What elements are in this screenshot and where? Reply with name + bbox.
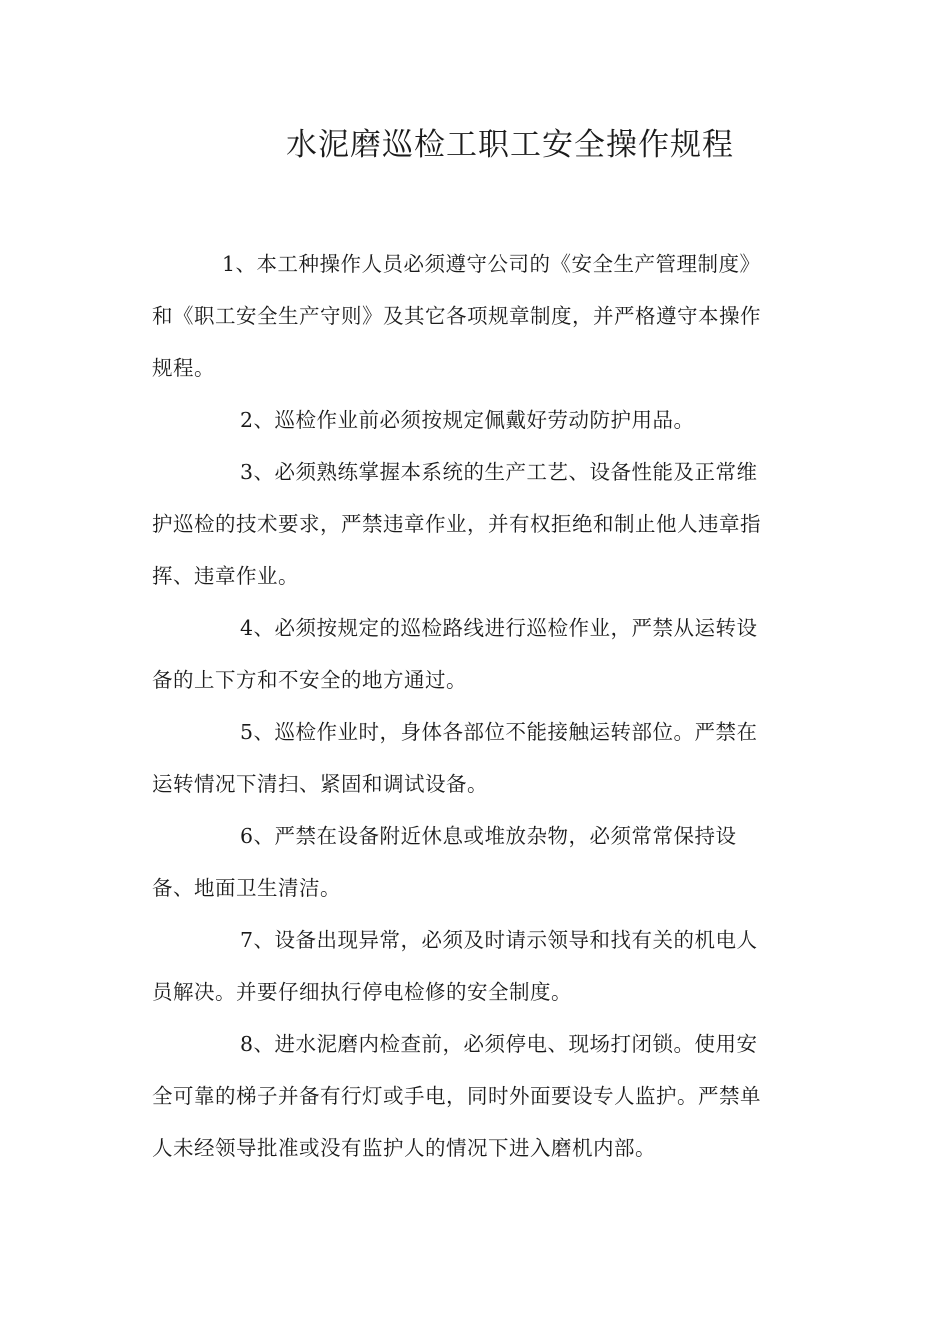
paragraph-line: 规程。 [152, 356, 215, 380]
paragraph-3 [152, 446, 812, 602]
paragraph-7 [152, 914, 812, 1018]
document-title: 水泥磨巡检工职工安全操作规程 [286, 127, 734, 163]
paragraph-1 [152, 238, 812, 394]
paragraph-line: 护巡检的技术要求，严禁违章作业，并有权拒绝和制止他人违章指 [152, 512, 761, 536]
paragraph-line: 4、必须按规定的巡检路线进行巡检作业，严禁从运转设 [240, 616, 758, 640]
paragraph-5 [152, 706, 812, 810]
paragraph-line: 3、必须熟练掌握本系统的生产工艺、设备性能及正常维 [240, 460, 758, 484]
paragraph-line: 8、进水泥磨内检查前，必须停电、现场打闭锁。使用安 [240, 1032, 758, 1056]
paragraph-line: 7、设备出现异常，必须及时请示领导和找有关的机电人 [240, 928, 758, 952]
paragraph-line: 5、巡检作业时，身体各部位不能接触运转部位。严禁在 [240, 720, 758, 744]
paragraph-line: 人未经领导批准或没有监护人的情况下进入磨机内部。 [152, 1136, 656, 1160]
paragraph-line: 1、本工种操作人员必须遵守公司的《安全生产管理制度》 [222, 252, 761, 276]
paragraph-6 [152, 810, 812, 914]
paragraph-line: 备、地面卫生清洁。 [152, 876, 341, 900]
paragraph-line: 挥、违章作业。 [152, 564, 299, 588]
paragraph-line: 备的上下方和不安全的地方通过。 [152, 668, 467, 692]
paragraph-line: 和《职工安全生产守则》及其它各项规章制度，并严格遵守本操作 [152, 304, 761, 328]
document-body [152, 238, 812, 1174]
paragraph-4 [152, 602, 812, 706]
paragraph-8 [152, 1018, 812, 1174]
paragraph-line: 6、严禁在设备附近休息或堆放杂物，必须常常保持设 [240, 824, 737, 848]
paragraph-line: 运转情况下清扫、紧固和调试设备。 [152, 772, 488, 796]
paragraph-line: 员解决。并要仔细执行停电检修的安全制度。 [152, 980, 572, 1004]
paragraph-line: 全可靠的梯子并备有行灯或手电，同时外面要设专人监护。严禁单 [152, 1084, 761, 1108]
paragraph-line: 2、巡检作业前必须按规定佩戴好劳动防护用品。 [240, 408, 695, 432]
paragraph-2 [152, 394, 812, 446]
